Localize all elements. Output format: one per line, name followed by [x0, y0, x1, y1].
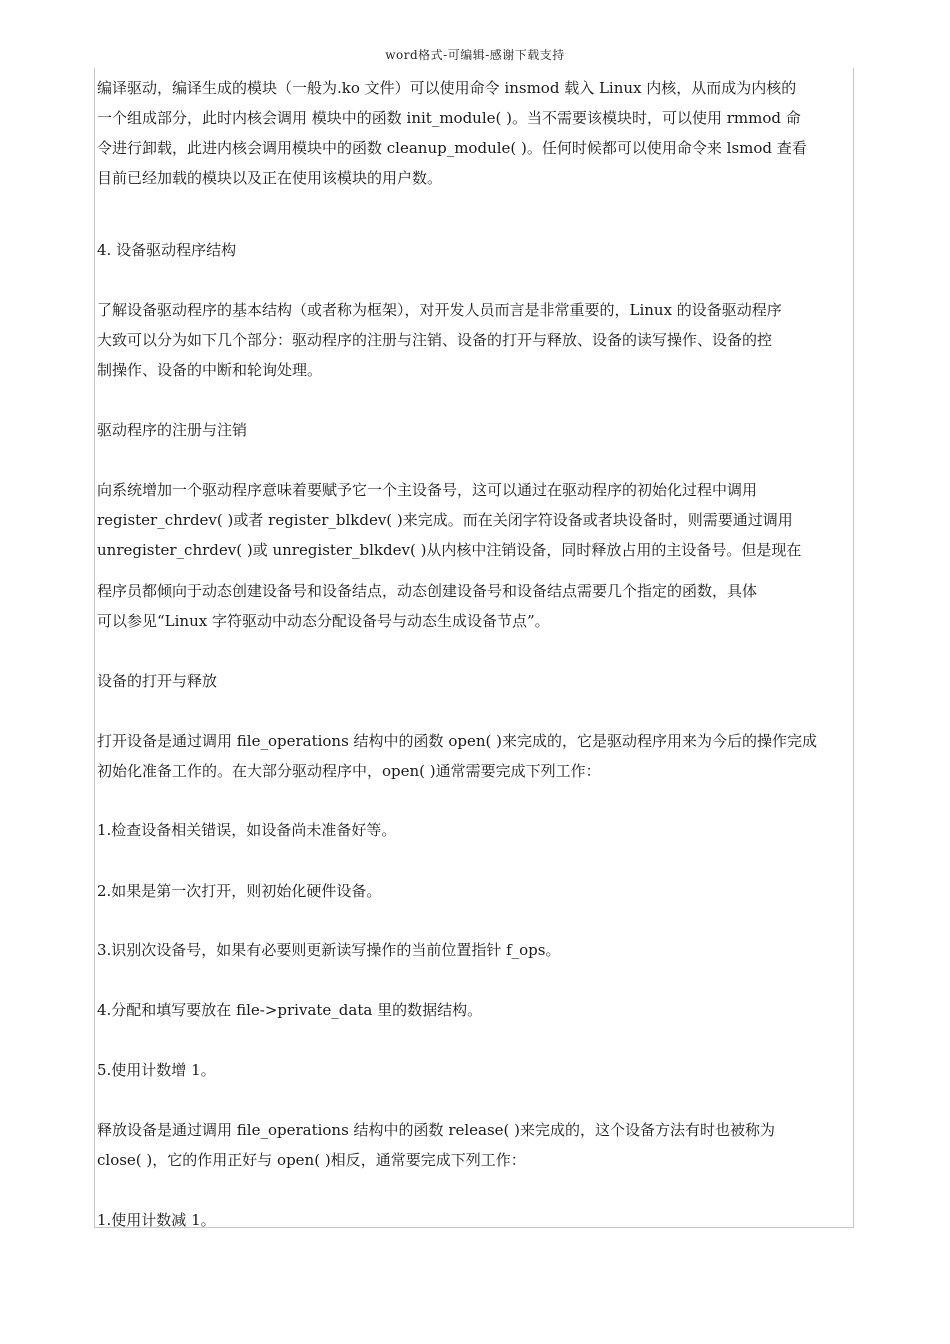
- register-paragraph: [97, 475, 855, 565]
- text-line: unregister_chrdev( )或 unregister_blkdev( )从内核中注销设备，同时释放占用的主设备号。但是现在: [97, 541, 802, 559]
- text-line: 目前已经加载的模块以及正在使用该模块的用户数。: [97, 169, 443, 187]
- subsection-heading: [97, 666, 855, 696]
- text-line: register_chrdev( )或者 register_blkdev( )来完成。而在关闭字符设备或者块设备时，则需要通过调用: [97, 511, 793, 529]
- intro-paragraph: [97, 73, 855, 193]
- subsection-heading: [97, 415, 855, 445]
- release-step-1: 1.使用计数减 1。: [97, 1211, 216, 1229]
- open-paragraph: [97, 726, 855, 786]
- text-line: 初始化准备工作的。在大部分驱动程序中，open( )通常需要完成下列工作：: [97, 762, 601, 780]
- list-item: [97, 1205, 855, 1235]
- release-paragraph: [97, 1115, 855, 1175]
- open-step-5: 5.使用计数增 1。: [97, 1061, 216, 1079]
- text-line: 打开设备是通过调用 file_operations 结构中的函数 open( )来完成的，它是驱动程序用来为今后的操作完成: [97, 732, 817, 750]
- list-item: [97, 935, 855, 965]
- section-heading: [97, 235, 855, 265]
- list-item: [97, 815, 855, 845]
- page-header: word格式-可编辑-感谢下载支持: [385, 48, 565, 62]
- list-item: [97, 1055, 855, 1085]
- open-step-3: 3.识别次设备号，如果有必要则更新读写操作的当前位置指针 f_ops。: [97, 941, 561, 959]
- section-4-paragraph: [97, 295, 855, 385]
- open-step-4: 4.分配和填写要放在 file->private_data 里的数据结构。: [97, 1001, 483, 1019]
- section-4-heading: 4. 设备驱动程序结构: [97, 241, 237, 259]
- text-line: close( )，它的作用正好与 open( )相反，通常要完成下列工作：: [97, 1151, 526, 1169]
- text-line: 释放设备是通过调用 file_operations 结构中的函数 release( )来完成的，这个设备方法有时也被称为: [97, 1121, 776, 1139]
- list-item: [97, 995, 855, 1025]
- text-line: 程序员都倾向于动态创建设备号和设备结点，动态创建设备号和设备结点需要几个指定的函数，具体: [97, 582, 758, 600]
- register-heading: 驱动程序的注册与注销: [97, 421, 248, 439]
- text-line: 令进行卸载，此进内核会调用模块中的函数 cleanup_module( )。任何时候都可以使用命令来 lsmod 查看: [97, 139, 807, 157]
- text-line: 一个组成部分，此时内核会调用 模块中的函数 init_module( )。当不需要该模块时，可以使用 rmmod 命: [97, 109, 801, 127]
- text-line: 可以参见“Linux 字符驱动中动态分配设备号与动态生成设备节点”。: [97, 612, 550, 630]
- text-line: 向系统增加一个驱动程序意味着要赋予它一个主设备号，这可以通过在驱动程序的初始化过程中调用: [97, 481, 758, 499]
- open-step-2: 2.如果是第一次打开，则初始化硬件设备。: [97, 882, 382, 900]
- register-paragraph-2: [97, 576, 855, 636]
- text-line: 大致可以分为如下几个部分：驱动程序的注册与注销、设备的打开与释放、设备的读写操作、设备的控: [97, 331, 773, 349]
- text-line: 制操作、设备的中断和轮询处理。: [97, 361, 323, 379]
- text-line: 编译驱动，编译生成的模块（一般为.ko 文件）可以使用命令 insmod 载入 Linux 内核，从而成为内核的: [97, 79, 797, 97]
- open-step-1: 1.检查设备相关错误，如设备尚未准备好等。: [97, 821, 397, 839]
- list-item: [97, 876, 855, 906]
- open-release-heading: 设备的打开与释放: [97, 672, 218, 690]
- text-line: 了解设备驱动程序的基本结构（或者称为框架），对开发人员而言是非常重要的，Linux 的设备驱动程序: [97, 301, 782, 319]
